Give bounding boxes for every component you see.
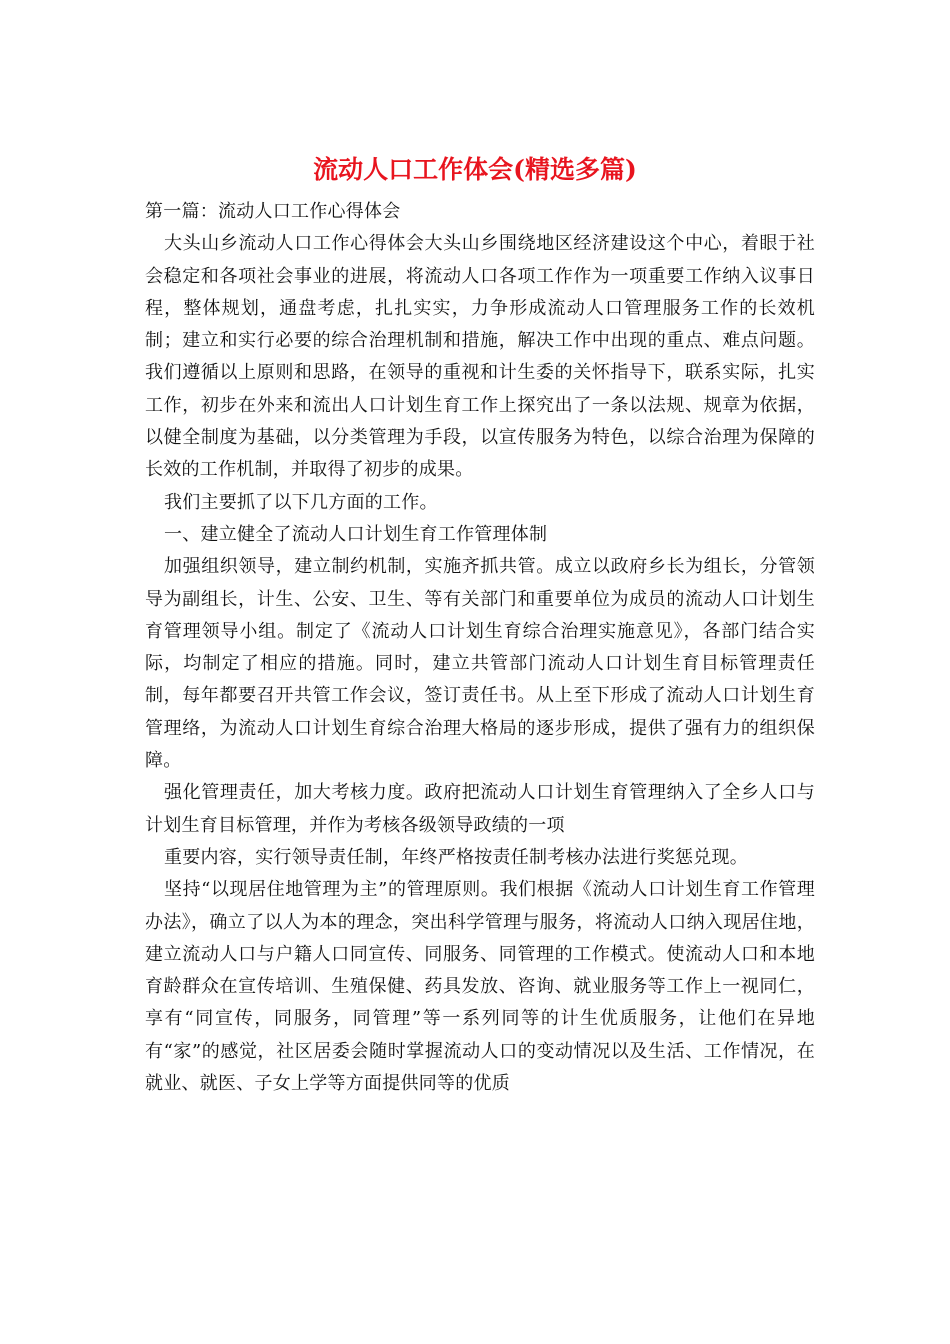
paragraph: 我们主要抓了以下几方面的工作。 xyxy=(164,491,438,513)
paragraph: 坚持“以现居住地管理为主”的管理原则。我们根据《流动人口计划生育工作管理办法》，确立了以人为本的理念，突出科学管理与服务，将流动人口纳入现居住地，建立流动人口与户籍人口同宣传、同服务、同管理的工作模式。使流动人口和本地育龄群众在宣传培训、生殖保健、药具发放、咨询、就业服务等工作上一视同仁，享有“同宣传，同服务，同管理”等一系列同等的计生优质服务，让他们在异地有“家”的感觉，社区居委会随时掌握流动人口的变动情况以及生活、工作情况，在就业、就医、子女上学等方面提供同等的优质 xyxy=(145,879,815,1095)
paragraph: 大头山乡流动人口工作心得体会大头山乡围绕地区经济建设这个中心，着眼于社会稳定和各项社会事业的进展，将流动人口各项工作作为一项重要工作纳入议事日程，整体规划，通盘考虑，扎扎实实，力争形成流动人口管理服务工作的长效机制；建立和实行必要的综合治理机制和措施，解决工作中出现的重点、难点问题。我们遵循以上原则和思路，在领导的重视和计生委的关怀指导下，联系实际，扎实工作，初步在外来和流出人口计划生育工作上探究出了一条以法规、规章为依据，以健全制度为基础，以分类管理为手段，以宣传服务为特色，以综合治理为保障的长效的工作机制，并取得了初步的成果。 xyxy=(145,233,815,481)
paragraph: 强化管理责任，加大考核力度。政府把流动人口计划生育管理纳入了全乡人口与计划生育目标管理，并作为考核各级领导政绩的一项 xyxy=(145,782,815,836)
section-heading: 第一篇：流动人口工作心得体会 xyxy=(145,201,401,222)
subsection-heading: 一、建立健全了流动人口计划生育工作管理体制 xyxy=(164,523,548,545)
document-title: 流动人口工作体会(精选多篇) xyxy=(313,155,637,184)
paragraph: 重要内容，实行领导责任制，年终严格按责任制考核办法进行奖惩兑现。 xyxy=(164,846,748,868)
document-body xyxy=(145,196,815,1100)
paragraph: 加强组织领导，建立制约机制，实施齐抓共管。成立以政府乡长为组长，分管领导为副组长，计生、公安、卫生、等有关部门和重要单位为成员的流动人口计划生育管理领导小组。制定了《流动人口计划生育综合治理实施意见》，各部门结合实际，均制定了相应的措施。同时，建立共管部门流动人口计划生育目标管理责任制，每年都要召开共管工作会议，签订责任书。从上至下形成了流动人口计划生育管理络，为流动人口计划生育综合治理大格局的逐步形成，提供了强有力的组织保障。 xyxy=(145,556,815,772)
